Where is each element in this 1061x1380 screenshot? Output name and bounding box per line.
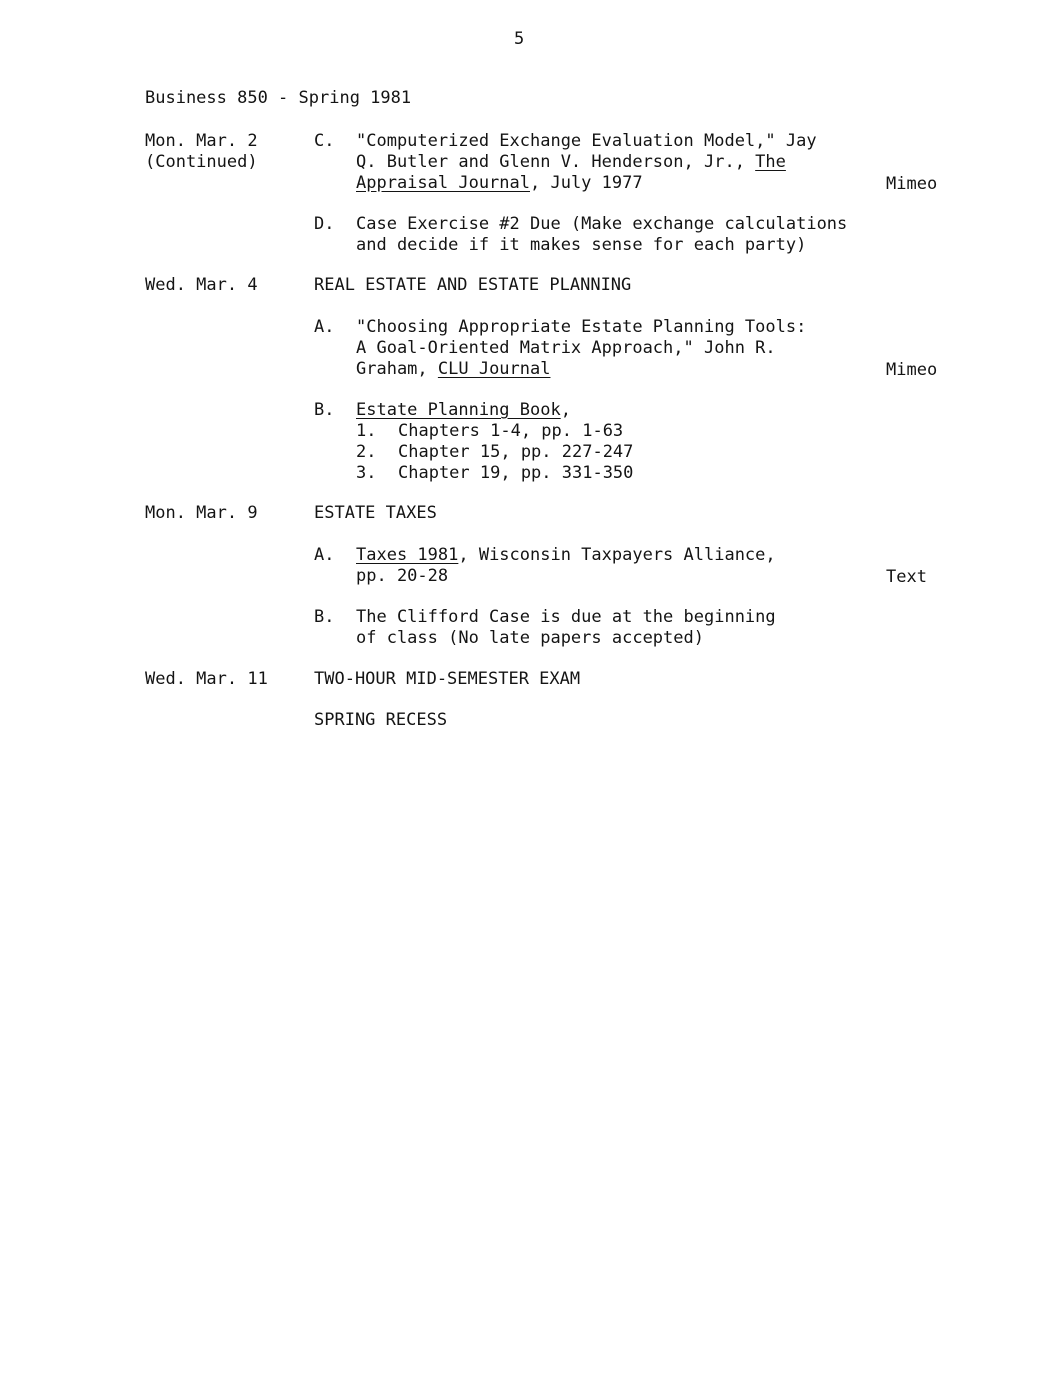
item-text-line: and decide if it makes sense for each party) [356,235,807,255]
subitem-number: 3. [356,463,377,483]
item-text-line: of class (No late papers accepted) [356,628,704,648]
spring-recess-line: SPRING RECESS [314,710,448,730]
item-text-line: Case Exercise #2 Due (Make exchange calculations [356,214,848,234]
item-text-line: "Computerized Exchange Evaluation Model," Jay [356,131,817,151]
item-letter: D. [314,214,335,234]
source-label: Text [886,567,927,587]
item-text-line [356,359,550,380]
session-heading: ESTATE TAXES [314,503,437,523]
book-title-underlined: Estate Planning Book [356,400,561,420]
item-text-line [356,400,571,421]
item-text-line: pp. 20-28 [356,566,449,586]
subitem-text: Chapters 1-4, pp. 1-63 [398,421,624,441]
session-date-continued: (Continued) [145,152,258,172]
session-heading: TWO-HOUR MID-SEMESTER EXAM [314,669,581,689]
item-text-line [356,545,776,566]
source-label: Mimeo [886,360,938,380]
source-label: Mimeo [886,174,938,194]
publication-title-underlined: Taxes 1981 [356,545,459,565]
session-heading: REAL ESTATE AND ESTATE PLANNING [314,275,632,295]
item-letter: B. [314,607,335,627]
subitem-number: 2. [356,442,377,462]
session-date: Mon. Mar. 2 [145,131,258,151]
item-text-plain: Graham, [356,359,438,379]
course-title: Business 850 - Spring 1981 [145,88,412,108]
subitem-text: Chapter 15, pp. 227-247 [398,442,634,462]
session-date: Mon. Mar. 9 [145,503,258,523]
item-text-line: "Choosing Appropriate Estate Planning Tools: [356,317,807,337]
item-text-line: A Goal-Oriented Matrix Approach," John R. [356,338,776,358]
subitem-text: Chapter 19, pp. 331-350 [398,463,634,483]
session-date: Wed. Mar. 4 [145,275,258,295]
item-text-plain: Q. Butler and Glenn V. Henderson, Jr., [356,152,756,172]
journal-title-underlined: CLU Journal [437,359,551,379]
item-text-plain: , Wisconsin Taxpayers Alliance, [458,545,776,565]
journal-title-underlined: The [755,152,786,172]
item-letter: A. [314,545,335,565]
session-date: Wed. Mar. 11 [145,669,268,689]
item-text-plain: , [560,400,571,420]
item-letter: A. [314,317,335,337]
item-letter: B. [314,400,335,420]
item-text-line [356,152,786,173]
item-letter: C. [314,131,335,151]
item-text-plain: , July 1977 [530,173,643,193]
subitem-number: 1. [356,421,377,441]
page-number: 5 [514,29,525,49]
journal-title-underlined: Appraisal Journal [356,173,530,193]
item-text-line [356,173,643,194]
item-text-line: The Clifford Case is due at the beginning [356,607,776,627]
